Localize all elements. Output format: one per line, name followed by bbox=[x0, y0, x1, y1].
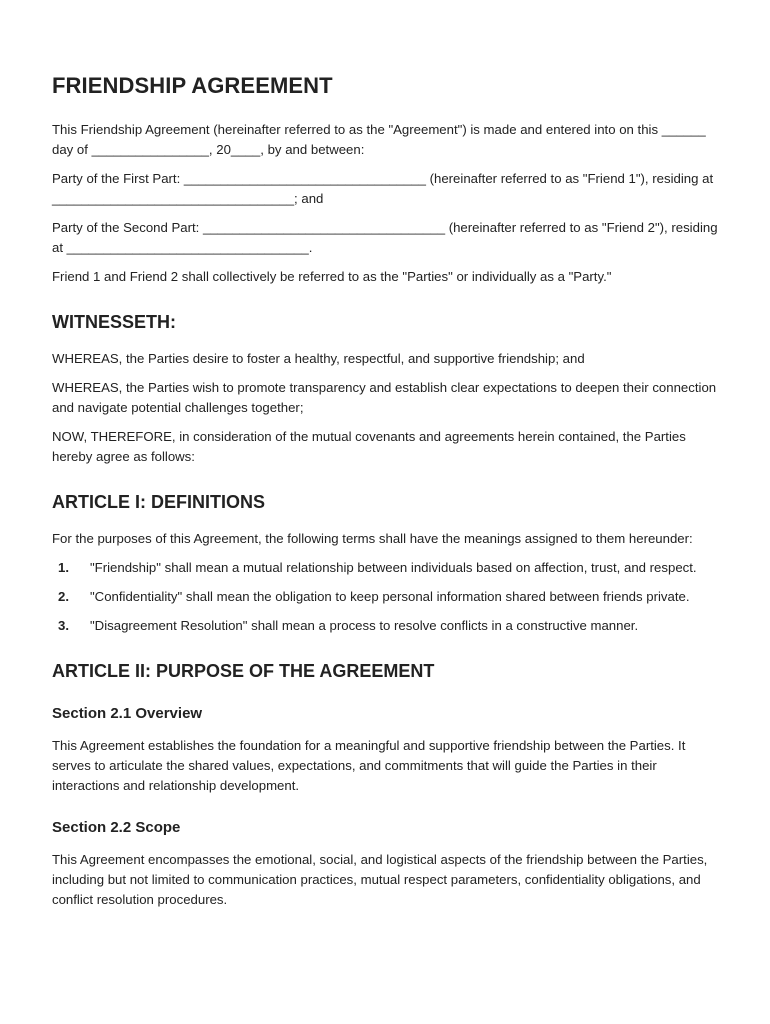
document-body bbox=[52, 72, 722, 919]
definition-item bbox=[52, 587, 722, 607]
article-2-heading: ARTICLE II: PURPOSE OF THE AGREEMENT bbox=[52, 661, 435, 681]
article-1-heading: ARTICLE I: DEFINITIONS bbox=[52, 492, 265, 512]
list-number: 3. bbox=[58, 618, 69, 633]
definitions-list bbox=[52, 558, 722, 636]
whereas-paragraph: WHEREAS, the Parties wish to promote transparency and establish clear expectations to deepen their connection and navigate potential challenges together; bbox=[52, 380, 717, 415]
second-party-paragraph: Party of the Second Part: _________________________________ (hereinafter referred to as "Friend 2"), residing at _________________________________. bbox=[52, 220, 718, 255]
whereas-paragraph: WHEREAS, the Parties desire to foster a healthy, respectful, and supportive friendship; and bbox=[52, 351, 585, 366]
list-number: 1. bbox=[58, 560, 69, 575]
intro-paragraph: This Friendship Agreement (hereinafter referred to as the "Agreement") is made and entered into on this ______ day of ________________, 20____, by and between: bbox=[52, 122, 706, 157]
definition-text: "Disagreement Resolution" shall mean a process to resolve conflicts in a constructive manner. bbox=[90, 618, 639, 633]
now-therefore-paragraph: NOW, THEREFORE, in consideration of the mutual covenants and agreements herein contained, the Parties hereby agree as follows: bbox=[52, 429, 686, 464]
document-title: FRIENDSHIP AGREEMENT bbox=[52, 73, 333, 98]
section-2-2-heading: Section 2.2 Scope bbox=[52, 819, 181, 836]
first-party-paragraph: Party of the First Part: _________________________________ (hereinafter referred to as "Friend 1"), residing at _________________________________; and bbox=[52, 171, 714, 206]
definition-item bbox=[52, 558, 722, 578]
article-1-intro: For the purposes of this Agreement, the following terms shall have the meanings assigned to them hereunder: bbox=[52, 531, 693, 546]
section-2-1-text: This Agreement establishes the foundation for a meaningful and supportive friendship between the Parties. It serves to articulate the shared values, expectations, and commitments that will guide the Parties in their interactions and relationship development. bbox=[52, 738, 686, 793]
definition-text: "Friendship" shall mean a mutual relationship between individuals based on affection, trust, and respect. bbox=[90, 560, 697, 575]
section-2-1-heading: Section 2.1 Overview bbox=[52, 705, 203, 722]
definition-text: "Confidentiality" shall mean the obligation to keep personal information shared between friends private. bbox=[90, 589, 690, 604]
parties-definition-paragraph: Friend 1 and Friend 2 shall collectively be referred to as the "Parties" or individually as a "Party." bbox=[52, 269, 612, 284]
section-2-2-text: This Agreement encompasses the emotional, social, and logistical aspects of the friendship between the Parties, including but not limited to communication practices, mutual respect parameters, confidentiality obligations, and conflict resolution procedures. bbox=[52, 852, 708, 907]
definition-item bbox=[52, 616, 722, 636]
witnesseth-heading: WITNESSETH: bbox=[52, 312, 176, 332]
list-number: 2. bbox=[58, 589, 69, 604]
